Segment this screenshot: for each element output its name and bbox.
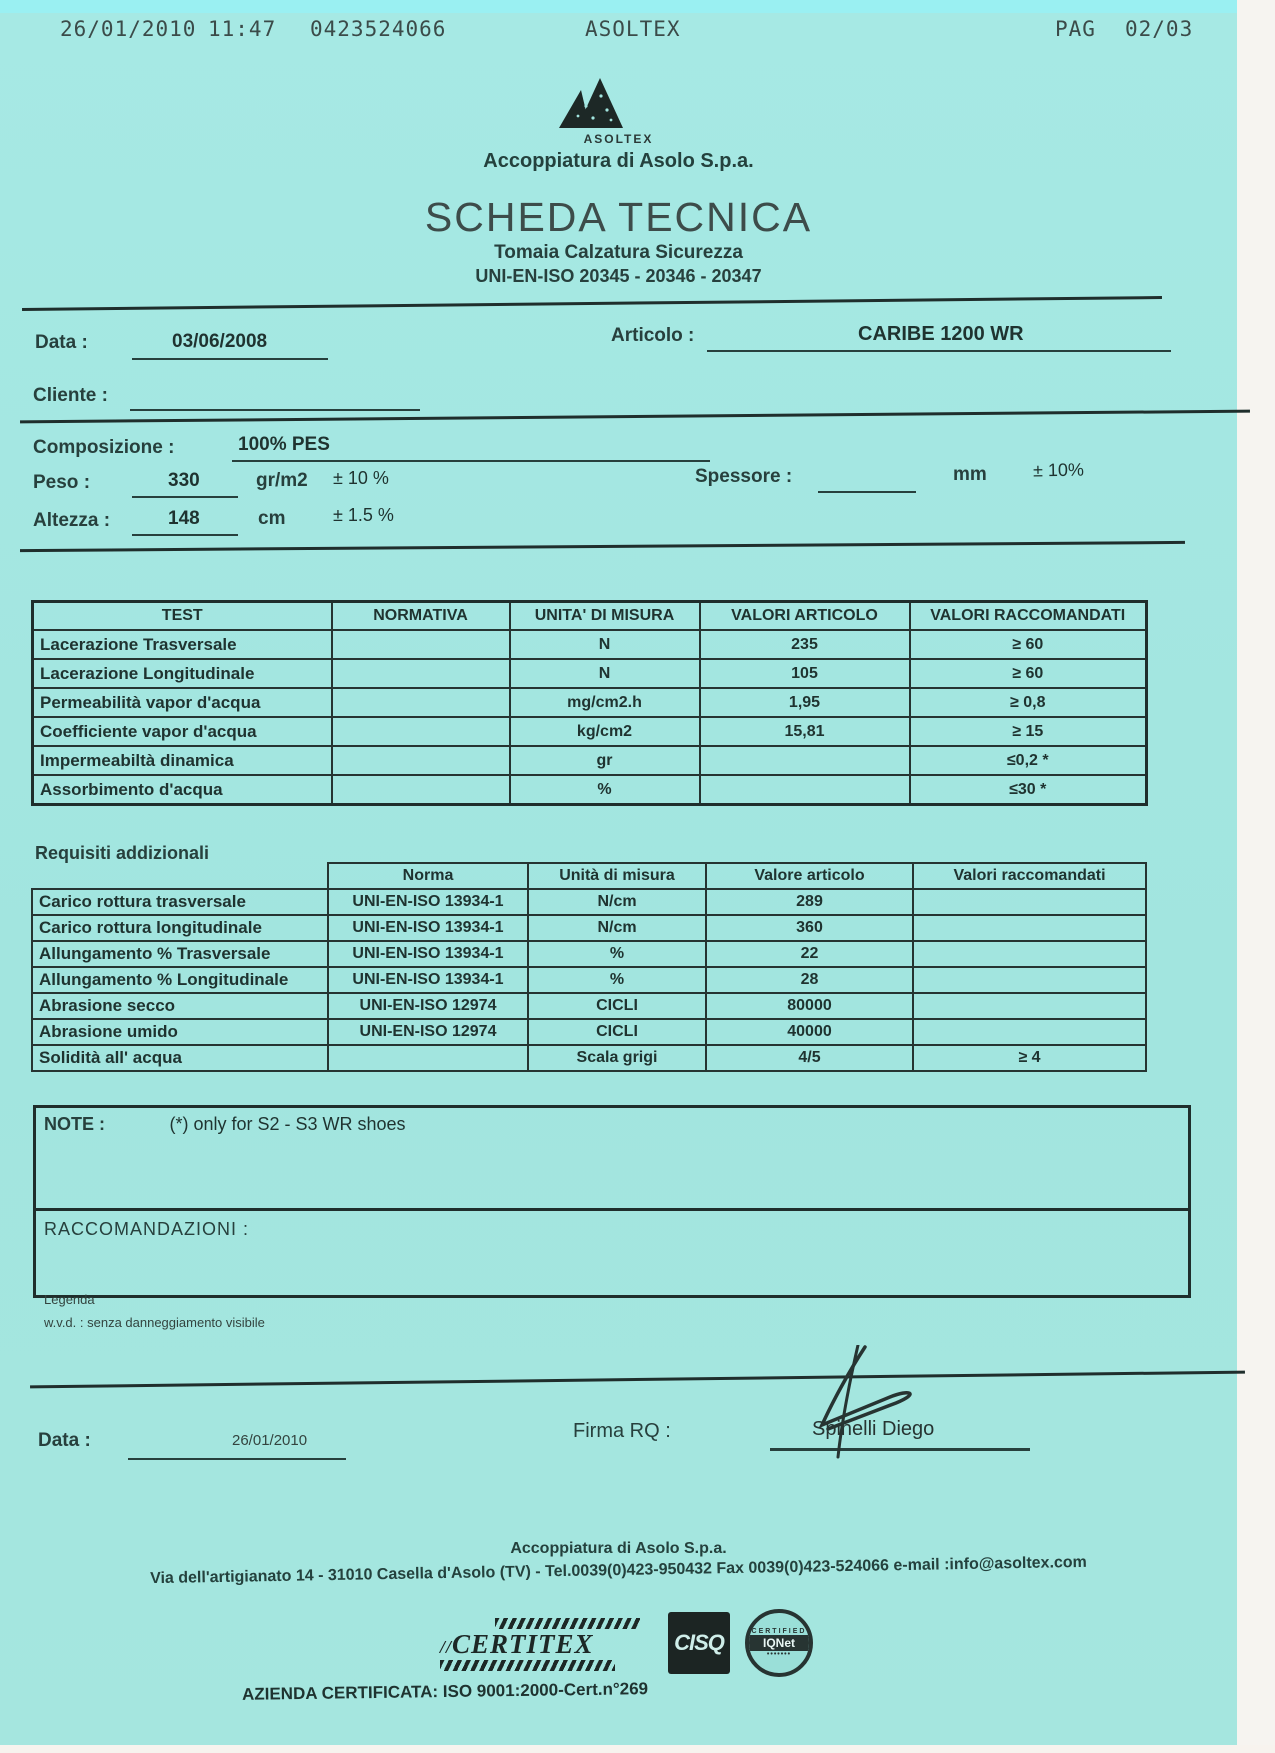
table-row <box>33 630 1147 659</box>
signoff-data-value: 26/01/2010 <box>232 1432 308 1449</box>
req-name: Carico rottura longitudinale <box>32 915 328 941</box>
altezza-tolerance: ± 1.5 % <box>333 505 394 525</box>
firma-name: Spinelli Diego <box>812 1418 935 1440</box>
test-name: Coefficiente vapor d'acqua <box>33 717 332 746</box>
fax-time: 11:47 <box>208 17 277 41</box>
test-table <box>31 600 1148 806</box>
altezza-underline <box>132 534 238 536</box>
articolo-underline <box>707 350 1171 352</box>
test-name: Lacerazione Trasversale <box>33 630 332 659</box>
certitex-label: CERTITEX <box>452 1629 594 1659</box>
table-row <box>33 659 1147 688</box>
divider-line <box>20 541 1185 552</box>
raccomandato <box>913 967 1146 993</box>
certitex-hatch-bottom <box>440 1660 615 1671</box>
note-value: (*) only for S2 - S3 WR shoes <box>169 1114 406 1134</box>
raccomandato: ≥ 0,8 <box>910 688 1147 717</box>
data-value: 03/06/2008 <box>172 331 268 352</box>
valore: 360 <box>706 915 913 941</box>
table-row <box>32 1045 1146 1071</box>
notes-box <box>33 1105 1191 1298</box>
raccomandato <box>913 1019 1146 1045</box>
test-table-header-row <box>33 602 1147 631</box>
fax-page-label: PAG <box>1055 17 1096 41</box>
unita: gr <box>510 746 700 775</box>
col-header: Unità di misura <box>528 863 706 889</box>
peso-label: Peso : <box>33 472 91 493</box>
valore: 15,81 <box>700 717 910 746</box>
scan-margin-right <box>1237 0 1275 1753</box>
spessore-unit: mm <box>953 464 987 485</box>
col-header: Valori raccomandati <box>913 863 1146 889</box>
unita: mg/cm2.h <box>510 688 700 717</box>
req-name: Allungamento % Trasversale <box>32 941 328 967</box>
normativa <box>332 746 510 775</box>
legend-entry: w.v.d. : senza danneggiamento visibile <box>44 1315 265 1330</box>
table-row <box>32 889 1146 915</box>
composizione-underline <box>232 460 710 462</box>
raccomandato <box>913 941 1146 967</box>
firma-label: Firma RQ : <box>573 1420 671 1442</box>
raccomandato: ≥ 60 <box>910 630 1147 659</box>
valore: 80000 <box>706 993 913 1019</box>
spessore-underline <box>818 491 916 493</box>
req-name: Abrasione secco <box>32 993 328 1019</box>
fax-sender: ASOLTEX <box>585 17 681 41</box>
certified-line: AZIENDA CERTIFICATA: ISO 9001:2000-Cert.n°269 <box>241 1679 649 1704</box>
certitex-wordmark <box>440 1629 640 1660</box>
normativa <box>332 659 510 688</box>
valore: 105 <box>700 659 910 688</box>
composizione-label: Composizione : <box>33 437 175 458</box>
footer-company: Accoppiatura di Asolo S.p.a. <box>510 1540 727 1557</box>
peso-value: 330 <box>168 470 200 491</box>
norma: UNI-EN-ISO 13934-1 <box>328 967 528 993</box>
col-header: VALORI RACCOMANDATI <box>910 602 1147 631</box>
req-name: Carico rottura trasversale <box>32 889 328 915</box>
divider-line <box>22 296 1162 311</box>
col-header: NORMATIVA <box>332 602 510 631</box>
norma: UNI-EN-ISO 12974 <box>328 1019 528 1045</box>
data-underline <box>132 358 328 360</box>
logo-caption: ASOLTEX <box>583 132 654 146</box>
signoff-data-underline <box>128 1458 346 1460</box>
certitex-hatch-top <box>495 1618 640 1629</box>
fax-number: 0423524066 <box>310 17 447 41</box>
unita: N/cm <box>528 915 706 941</box>
valore <box>700 746 910 775</box>
unita: % <box>528 967 706 993</box>
table-row <box>32 1019 1146 1045</box>
valore: 4/5 <box>706 1045 913 1071</box>
raccomandato <box>913 915 1146 941</box>
unita: N/cm <box>528 889 706 915</box>
req-name: Solidità all' acqua <box>32 1045 328 1071</box>
norma: UNI-EN-ISO 12974 <box>328 993 528 1019</box>
table-row <box>33 775 1147 805</box>
norma: UNI-EN-ISO 13934-1 <box>328 915 528 941</box>
spessore-tolerance: ± 10% <box>1032 459 1085 481</box>
valore: 235 <box>700 630 910 659</box>
raccomandato: ≤0,2 * <box>910 746 1147 775</box>
norma <box>328 1045 528 1071</box>
scan-edge-bottom <box>0 1745 1275 1753</box>
raccomandato: ≤30 * <box>910 775 1147 805</box>
unita: kg/cm2 <box>510 717 700 746</box>
peso-underline <box>132 496 238 498</box>
test-name: Impermeabiltà dinamica <box>33 746 332 775</box>
document-title: SCHEDA TECNICA <box>424 194 813 240</box>
raccomandato <box>913 993 1146 1019</box>
note-label: NOTE : <box>44 1114 105 1134</box>
composizione-value: 100% PES <box>238 434 330 455</box>
iqnet-arc-bottom: ••••••• <box>766 1651 792 1658</box>
normativa <box>332 775 510 805</box>
norma: UNI-EN-ISO 13934-1 <box>328 889 528 915</box>
normativa <box>332 630 510 659</box>
col-header: Norma <box>328 863 528 889</box>
peso-tolerance: ± 10 % <box>333 468 389 488</box>
unita: CICLI <box>528 993 706 1019</box>
unita: N <box>510 630 700 659</box>
fax-page-number: 02/03 <box>1125 17 1194 41</box>
document-norms: UNI-EN-ISO 20345 - 20346 - 20347 <box>475 266 762 286</box>
cisq-logo <box>668 1612 730 1674</box>
document-subtitle: Tomaia Calzatura Sicurezza <box>494 242 743 263</box>
valore: 40000 <box>706 1019 913 1045</box>
valore: 289 <box>706 889 913 915</box>
test-name: Assorbimento d'acqua <box>33 775 332 805</box>
table-row <box>32 993 1146 1019</box>
blank-header <box>32 863 328 889</box>
raccomandazioni-section <box>36 1211 1188 1295</box>
test-name: Permeabilità vapor d'acqua <box>33 688 332 717</box>
altezza-value: 148 <box>168 508 200 529</box>
signature-scribble <box>770 1345 960 1465</box>
unita: % <box>528 941 706 967</box>
valore <box>700 775 910 805</box>
table-row <box>33 717 1147 746</box>
footer-address: Via dell'artigianato 14 - 31010 Casella d'Asolo (TV) - Tel.0039(0)423-950432 Fax 0039(0)423-524066 e-mail :info@asoltex.com <box>149 1553 1087 1588</box>
table-row <box>33 746 1147 775</box>
table-row <box>32 967 1146 993</box>
certitex-slashes: // <box>440 1637 453 1657</box>
altezza-label: Altezza : <box>33 510 111 531</box>
peso-unit: gr/m2 <box>256 470 308 491</box>
table-row <box>32 915 1146 941</box>
iqnet-arc-text: CERTIFIED <box>751 1628 807 1635</box>
unita: N <box>510 659 700 688</box>
unita: CICLI <box>528 1019 706 1045</box>
spessore-label: Spessore : <box>695 466 793 487</box>
additional-table-header-row <box>32 863 1146 889</box>
divider-line <box>30 1371 1245 1389</box>
cisq-label: CISQ <box>674 1630 724 1655</box>
col-header: Valore articolo <box>706 863 913 889</box>
certitex-logo <box>440 1618 640 1671</box>
normativa <box>332 688 510 717</box>
legend-title: Legenda <box>44 1292 95 1307</box>
req-name: Allungamento % Longitudinale <box>32 967 328 993</box>
divider-line <box>20 410 1250 424</box>
data-label: Data : <box>35 332 88 353</box>
raccomandato <box>913 889 1146 915</box>
test-name: Lacerazione Longitudinale <box>33 659 332 688</box>
additional-table <box>31 862 1147 1072</box>
req-name: Abrasione umido <box>32 1019 328 1045</box>
additional-section-label: Requisiti addizionali <box>35 843 210 863</box>
norma: UNI-EN-ISO 13934-1 <box>328 941 528 967</box>
valore: 1,95 <box>700 688 910 717</box>
valore: 28 <box>706 967 913 993</box>
signoff-data-label: Data : <box>38 1430 91 1451</box>
scan-edge-top <box>0 0 1275 13</box>
iqnet-logo <box>745 1609 813 1677</box>
note-section <box>36 1108 1188 1211</box>
asoltex-logo-icon <box>553 76 623 135</box>
unita: % <box>510 775 700 805</box>
fax-date: 26/01/2010 <box>60 17 197 41</box>
col-header: UNITA' DI MISURA <box>510 602 700 631</box>
cliente-underline <box>130 409 420 411</box>
altezza-unit: cm <box>258 508 286 529</box>
valore: 22 <box>706 941 913 967</box>
raccomandato: ≥ 4 <box>913 1045 1146 1071</box>
cliente-label: Cliente : <box>33 385 108 406</box>
articolo-label: Articolo : <box>611 325 695 346</box>
table-row <box>33 688 1147 717</box>
articolo-value: CARIBE 1200 WR <box>858 323 1024 345</box>
company-name: Accoppiatura di Asolo S.p.a. <box>483 150 754 172</box>
col-header: TEST <box>33 602 332 631</box>
raccomandazioni-label: RACCOMANDAZIONI : <box>44 1219 250 1239</box>
table-row <box>32 941 1146 967</box>
iqnet-label: IQNet <box>747 1635 811 1651</box>
normativa <box>332 717 510 746</box>
col-header: VALORI ARTICOLO <box>700 602 910 631</box>
unita: Scala grigi <box>528 1045 706 1071</box>
raccomandato: ≥ 60 <box>910 659 1147 688</box>
raccomandato: ≥ 15 <box>910 717 1147 746</box>
